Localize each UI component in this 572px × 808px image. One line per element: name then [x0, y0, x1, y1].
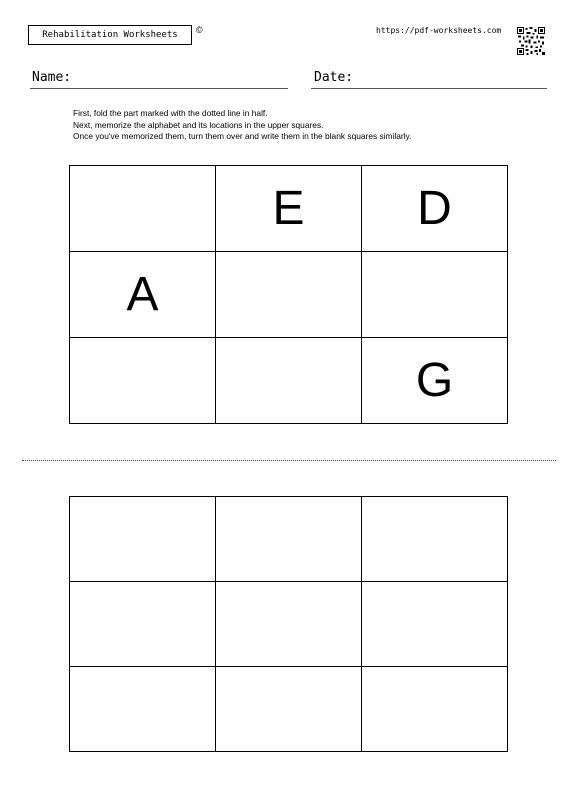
copyright-symbol: © — [196, 25, 203, 35]
worksheet-title: Rehabilitation Worksheets — [28, 25, 192, 45]
instruction-line: Next, memorize the alphabet and its locations in the upper squares. — [73, 119, 324, 130]
name-field[interactable] — [30, 88, 288, 89]
date-field[interactable] — [311, 88, 547, 89]
instructions — [73, 108, 411, 143]
memory-cell: D — [362, 166, 508, 252]
answer-cell[interactable] — [216, 667, 362, 752]
site-url[interactable]: https://pdf-worksheets.com — [376, 26, 502, 35]
memory-cell — [70, 166, 216, 252]
memory-grid — [69, 165, 508, 424]
memory-cell: G — [362, 338, 508, 424]
qr-code-icon — [516, 27, 546, 55]
answer-cell[interactable] — [362, 582, 508, 667]
fold-line — [22, 460, 556, 461]
date-label: Date: — [314, 70, 354, 85]
instruction-line: First, fold the part marked with the dotted line in half. — [73, 108, 268, 118]
name-label: Name: — [32, 70, 72, 85]
memory-cell — [216, 252, 362, 338]
answer-cell[interactable] — [216, 497, 362, 582]
memory-cell — [362, 252, 508, 338]
memory-cell — [216, 338, 362, 424]
answer-cell[interactable] — [362, 497, 508, 582]
answer-cell[interactable] — [70, 667, 216, 752]
memory-cell — [70, 338, 216, 424]
answer-cell[interactable] — [70, 497, 216, 582]
memory-cell: A — [70, 252, 216, 338]
instruction-line: Once you've memorized them, turn them over and write them in the blank squares similarly. — [73, 131, 412, 141]
answer-cell[interactable] — [362, 667, 508, 752]
answer-cell[interactable] — [216, 582, 362, 667]
memory-cell: E — [216, 166, 362, 252]
answer-grid — [69, 496, 508, 752]
answer-cell[interactable] — [70, 582, 216, 667]
